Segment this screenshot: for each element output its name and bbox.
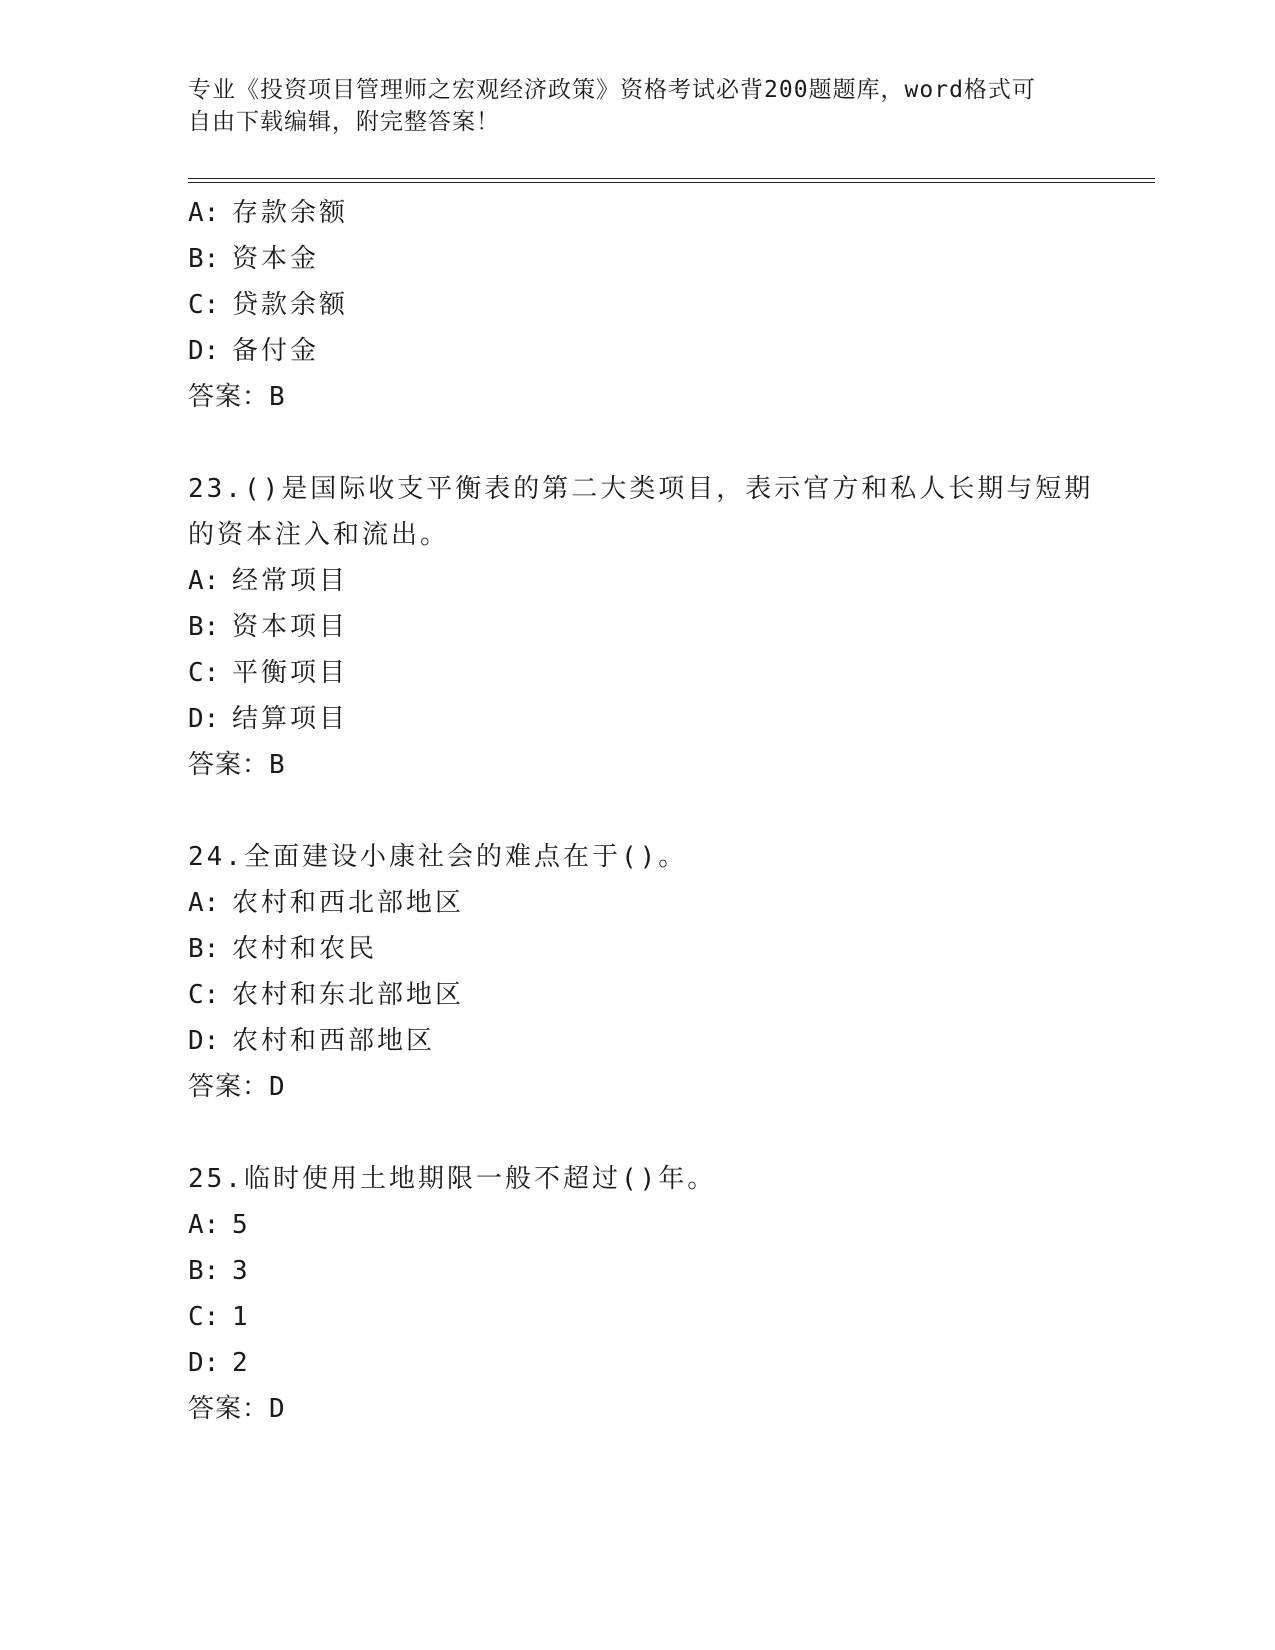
header-divider-bottom [188,182,1155,183]
option-b [188,236,1155,282]
question-stem-line: 25.临时使用土地期限一般不超过()年。 [188,1164,717,1194]
question-stem [188,466,1155,558]
option-text: 贷款余额 [232,290,349,320]
option-text: 资本项目 [232,612,349,642]
option-prefix: A: [188,198,220,228]
answer-value: D [269,1072,286,1102]
question-stem-line: 的资本注入和流出。 [188,520,450,550]
option-prefix: A: [188,888,220,918]
option-text: 农村和西北部地区 [232,888,465,918]
answer-label: 答案： [188,1072,270,1102]
option-text: 农村和农民 [232,934,378,964]
option-prefix: B: [188,612,220,642]
option-c [188,1294,1155,1340]
header-line-2: 自由下载编辑，附完整答案！ [188,109,500,135]
option-d [188,1340,1155,1386]
option-text: 存款余额 [232,198,349,228]
option-prefix: C: [188,658,220,688]
option-a [188,880,1155,926]
option-text: 平衡项目 [232,658,349,688]
option-prefix: B: [188,1256,220,1286]
option-b [188,1248,1155,1294]
option-prefix: D: [188,336,220,366]
option-text: 5 [232,1210,251,1240]
question-stem-line: 23.()是国际收支平衡表的第二大类项目，表示官方和私人长期与短期 [188,474,1094,504]
option-prefix: D: [188,704,220,734]
document-header [188,74,1088,138]
option-text: 备付金 [232,336,320,366]
option-text: 经常项目 [232,566,349,596]
answer-label: 答案： [188,1394,270,1424]
option-a [188,558,1155,604]
question-block-23 [188,466,1155,788]
option-text: 结算项目 [232,704,349,734]
answer-value: D [269,1394,286,1424]
option-d [188,1018,1155,1064]
header-divider-top [188,178,1155,179]
option-c [188,282,1155,328]
answer-label: 答案： [188,382,270,412]
question-stem-line: 24.全面建设小康社会的难点在于()。 [188,842,688,872]
question-list [188,190,1155,1478]
option-a [188,190,1155,236]
option-c [188,650,1155,696]
answer-label: 答案： [188,750,270,780]
option-d [188,328,1155,374]
option-c [188,972,1155,1018]
option-prefix: D: [188,1348,220,1378]
option-text: 资本金 [232,244,320,274]
option-d [188,696,1155,742]
option-a [188,1202,1155,1248]
answer-line [188,742,1155,788]
option-text: 3 [232,1256,251,1286]
question-block-25 [188,1156,1155,1432]
option-text: 2 [232,1348,251,1378]
option-prefix: B: [188,934,220,964]
header-line-1: 专业《投资项目管理师之宏观经济政策》资格考试必背200题题库，word格式可 [188,77,1036,103]
answer-value: B [269,382,286,412]
answer-value: B [269,750,286,780]
option-prefix: A: [188,566,220,596]
option-text: 农村和西部地区 [232,1026,436,1056]
question-stem [188,834,1155,880]
answer-line [188,374,1155,420]
option-prefix: D: [188,1026,220,1056]
option-prefix: C: [188,980,220,1010]
option-b [188,604,1155,650]
question-block-24 [188,834,1155,1110]
option-text: 1 [232,1302,251,1332]
option-text: 农村和东北部地区 [232,980,465,1010]
answer-line [188,1386,1155,1432]
option-prefix: C: [188,1302,220,1332]
option-prefix: B: [188,244,220,274]
option-prefix: C: [188,290,220,320]
question-stem [188,1156,1155,1202]
option-b [188,926,1155,972]
answer-line [188,1064,1155,1110]
option-prefix: A: [188,1210,220,1240]
question-block-continued [188,190,1155,420]
